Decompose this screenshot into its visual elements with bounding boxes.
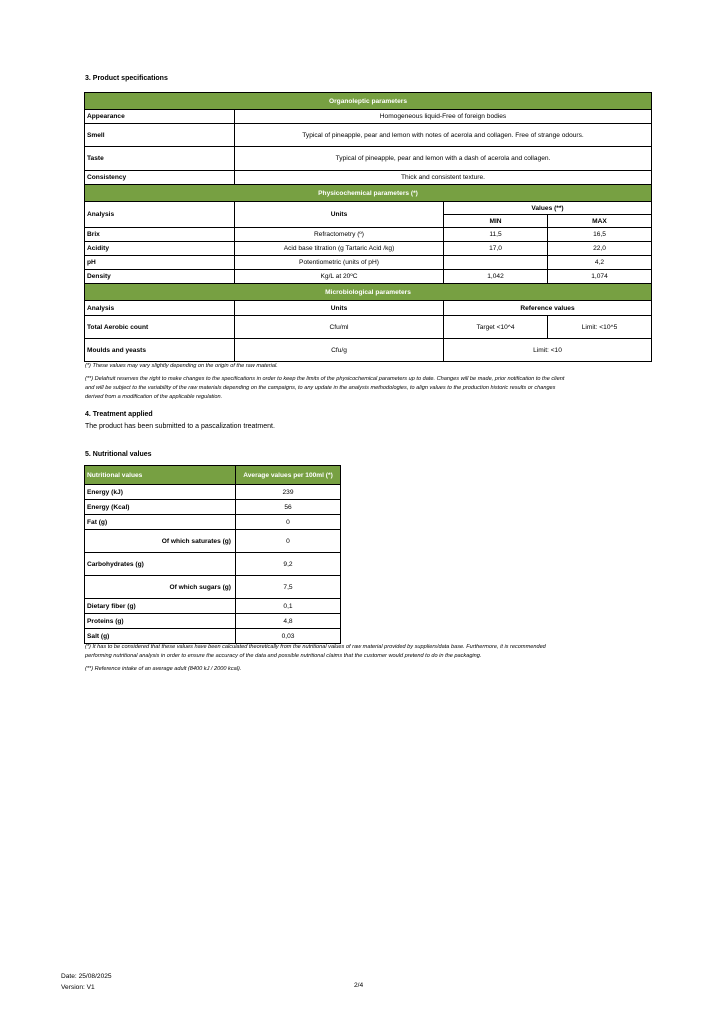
brix-min: 11,5	[444, 228, 548, 242]
fiber-label: Dietary fiber (g)	[85, 599, 236, 614]
nutrition-label-header: Nutritional values	[85, 466, 236, 485]
ph-min	[444, 256, 548, 270]
moulds-yeasts-limit: Limit: <10	[444, 339, 652, 362]
table-row	[85, 228, 652, 242]
note-line: derived from a modification of the applicable regulation.	[85, 394, 223, 400]
aerobic-count-limit: Limit: <10^5	[548, 316, 652, 339]
table-row	[85, 171, 652, 185]
density-label: Density	[85, 270, 235, 284]
section-5-title: 5. Nutritional values	[85, 451, 152, 458]
salt-value: 0,03	[236, 629, 341, 644]
table-row	[85, 629, 341, 644]
density-max: 1,074	[548, 270, 652, 284]
max-header: MAX	[548, 215, 652, 228]
table-row	[85, 316, 652, 339]
table-row	[85, 256, 652, 270]
taste-value: Typical of pineapple, pear and lemon with a dash of acerola and collagen.	[235, 147, 652, 171]
table-row	[85, 553, 341, 576]
energy-kcal-label: Energy (Kcal)	[85, 500, 236, 515]
consistency-label: Consistency	[85, 171, 235, 185]
density-min: 1,042	[444, 270, 548, 284]
energy-kj-value: 239	[236, 485, 341, 500]
physicochemical-header: Physicochemical parameters (*)	[85, 185, 652, 202]
saturates-value: 0	[236, 530, 341, 553]
taste-label: Taste	[85, 147, 235, 171]
reference-values-header: Reference values	[444, 301, 652, 316]
ph-units: Potentiometric (units of pH)	[235, 256, 444, 270]
table-row	[85, 270, 652, 284]
table-row	[85, 530, 341, 553]
appearance-value: Homogeneous liquid-Free of foreign bodies	[235, 110, 652, 124]
footer-version: Version: V1	[61, 984, 95, 991]
ph-label: pH	[85, 256, 235, 270]
proteins-value: 4,8	[236, 614, 341, 629]
acidity-min: 17,0	[444, 242, 548, 256]
carbohydrates-value: 9,2	[236, 553, 341, 576]
table-row	[85, 485, 341, 500]
note-values-vary: (*) These values may vary slightly depending on the origin of the raw material.	[85, 363, 278, 369]
fat-value: 0	[236, 515, 341, 530]
consistency-value: Thick and consistent texture.	[235, 171, 652, 185]
table-row	[85, 147, 652, 171]
smell-label: Smell	[85, 124, 235, 147]
table-row	[85, 614, 341, 629]
note-line: (*) It has to be considered that these values have been calculated theoretically from the nutritional values of raw material provided by suppliers/data base. Furthermore, it is recommended	[85, 644, 546, 650]
brix-max: 16,5	[548, 228, 652, 242]
min-header: MIN	[444, 215, 548, 228]
ph-max: 4,2	[548, 256, 652, 270]
table-row	[85, 599, 341, 614]
note-line: performing nutritional analysis in order to ensure the accuracy of the data and possible nutritional claims that the customer would pretend to do in the packaging.	[85, 653, 482, 659]
values-header: Values (**)	[444, 202, 652, 215]
note-nutrition-calculation	[85, 643, 655, 661]
aerobic-count-label: Total Aerobic count	[85, 316, 235, 339]
note-delafruit-changes	[85, 375, 655, 402]
table-row	[85, 576, 341, 599]
saturates-label: Of which saturates (g)	[85, 530, 236, 553]
table-row	[85, 124, 652, 147]
nutrition-table	[84, 465, 341, 644]
density-units: Kg/L at 20ºC	[235, 270, 444, 284]
fiber-value: 0,1	[236, 599, 341, 614]
treatment-text: The product has been submitted to a pascalization treatment.	[85, 423, 275, 430]
note-reference-intake: (**) Reference intake of an average adult (8400 kJ / 2000 kcal).	[85, 666, 242, 672]
table-row	[85, 339, 652, 362]
note-line: (**) Delafruit reserves the right to make changes to the specifications in order to keep the limits of the physicochemical parameters up to date. Changes will be made, prior notification to the client	[85, 376, 565, 382]
organoleptic-header: Organoleptic parameters	[85, 93, 652, 110]
section-4-title: 4. Treatment applied	[85, 411, 153, 418]
brix-label: Brix	[85, 228, 235, 242]
aerobic-count-target: Target <10^4	[444, 316, 548, 339]
table-row	[85, 110, 652, 124]
nutrition-value-header: Average values per 100ml (*)	[236, 466, 341, 485]
sugars-label: Of which sugars (g)	[85, 576, 236, 599]
micro-units-header: Units	[235, 301, 444, 316]
brix-units: Refractometry (º)	[235, 228, 444, 242]
footer-date: Date: 25/08/2025	[61, 973, 112, 980]
micro-analysis-header: Analysis	[85, 301, 235, 316]
appearance-label: Appearance	[85, 110, 235, 124]
moulds-yeasts-units: Cfu/g	[235, 339, 444, 362]
table-row	[85, 515, 341, 530]
units-header: Units	[235, 202, 444, 228]
energy-kj-label: Energy (kJ)	[85, 485, 236, 500]
salt-label: Salt (g)	[85, 629, 236, 644]
acidity-label: Acidity	[85, 242, 235, 256]
sugars-value: 7,5	[236, 576, 341, 599]
carbohydrates-label: Carbohydrates (g)	[85, 553, 236, 576]
acidity-max: 22,0	[548, 242, 652, 256]
specifications-table	[84, 92, 652, 362]
section-3-title: 3. Product specifications	[85, 75, 168, 82]
proteins-label: Proteins (g)	[85, 614, 236, 629]
table-row	[85, 242, 652, 256]
smell-value: Typical of pineapple, pear and lemon with notes of acerola and collagen. Free of strange odours.	[235, 124, 652, 147]
analysis-header: Analysis	[85, 202, 235, 228]
acidity-units: Acid base titration (g Tartaric Acid /kg)	[235, 242, 444, 256]
table-row	[85, 500, 341, 515]
fat-label: Fat (g)	[85, 515, 236, 530]
page-number: 2/4	[354, 982, 364, 989]
microbiological-header: Microbiological parameters	[85, 284, 652, 301]
note-line: and will be subject to the variability of the raw materials depending on the campaigns, to any update in the analysis methodologies, to align values to the production historic results or changes	[85, 385, 556, 391]
moulds-yeasts-label: Moulds and yeasts	[85, 339, 235, 362]
energy-kcal-value: 56	[236, 500, 341, 515]
aerobic-count-units: Cfu/ml	[235, 316, 444, 339]
